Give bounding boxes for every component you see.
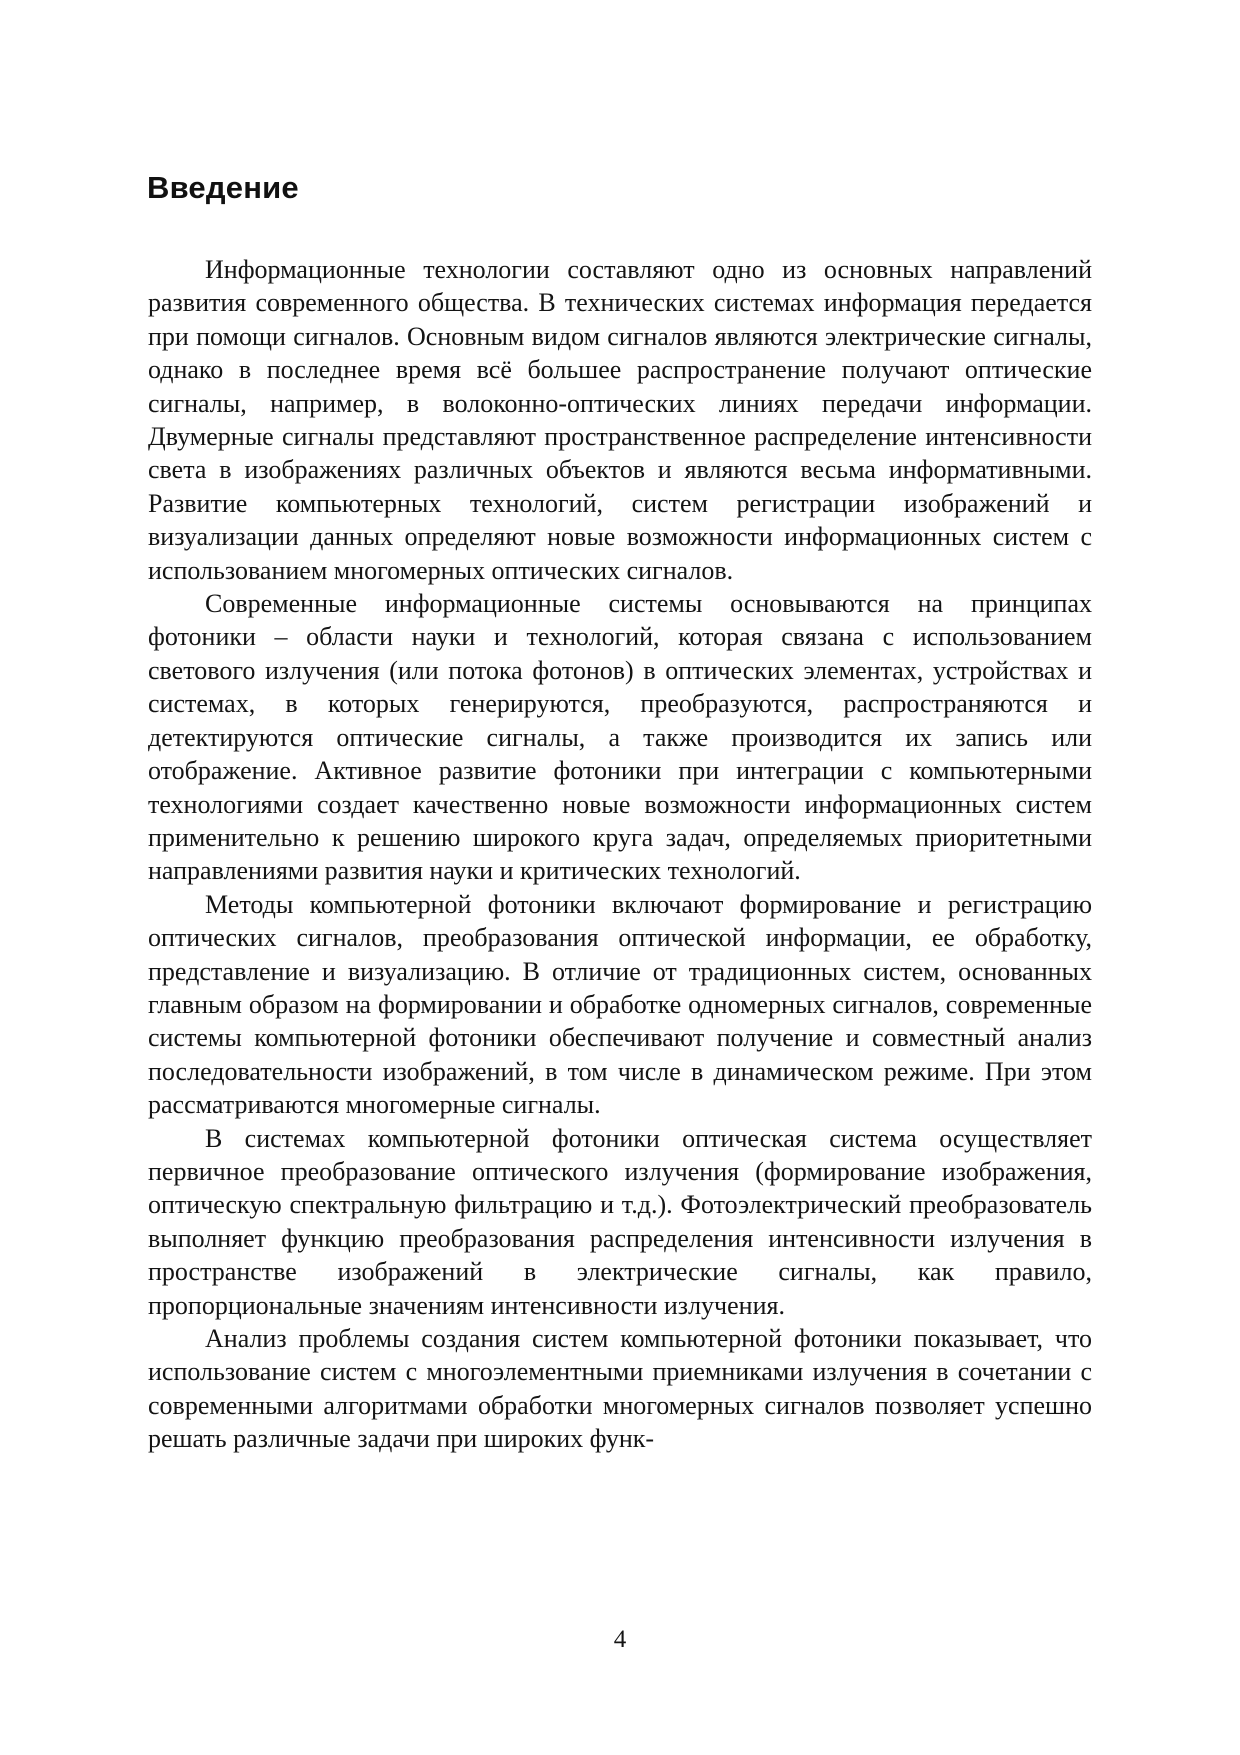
paragraph-2: Современные информационные системы основываются на принципах фотоники – области науки и технологий, которая связана с использованием светового излучения (или потока фотонов) в оптических элементах, устройствах и системах, в которых генерируются, преобразуются, распространяются и детектируются оптические сигналы, а также производится их запись или отображение. Активное развитие фотоники при интеграции с компьютерными технологиями создает качественно новые возможности информационных систем применительно к решению широкого круга задач, определяемых приоритетными направлениями развития науки и критических технологий. [148,589,1092,886]
section-heading: Введение [147,170,299,205]
paragraph-3: Методы компьютерной фотоники включают формирование и регистрацию оптических сигналов, преобразования оптической информации, ее обработку, представление и визуализацию. В отличие от традиционных систем, основанных главным образом на формировании и обработке одномерных сигналов, современные системы компьютерной фотоники обеспечивают получение и совместный анализ последовательности изображений, в том числе в динамическом режиме. При этом рассматриваются многомерные сигналы. [148,889,1092,1120]
paragraph-5: Анализ проблемы создания систем компьютерной фотоники показывает, что использование систем с многоэлементными приемниками излучения в сочетании с современными алгоритмами обработки многомерных сигналов позволяет успешно решать различные задачи при широких функ- [148,1324,1092,1454]
body-text [148,253,1092,1456]
paragraph-4: В системах компьютерной фотоники оптическая система осуществляет первичное преобразование оптического излучения (формирование изображения, оптическую спектральную фильтрацию и т.д.). Фотоэлектрический преобразователь выполняет функцию преобразования распределения интенсивности излучения в пространстве изображений в электрические сигналы, как правило, пропорциональные значениям интенсивности излучения. [148,1123,1092,1320]
paragraph-1: Информационные технологии составляют одно из основных направлений развития современного общества. В технических системах информация передается при помощи сигналов. Основным видом сигналов являются электрические сигналы, однако в последнее время всё большее распространение получают оптические сигналы, например, в волоконно-оптических линиях передачи информации. Двумерные сигналы представляют пространственное распределение интенсивности света в изображениях различных объектов и являются весьма информативными. Развитие компьютерных технологий, систем регистрации изображений и визуализации данных определяют новые возможности информационных систем с использованием многомерных оптических сигналов. [148,255,1092,585]
page-number: 4 [613,1626,627,1653]
